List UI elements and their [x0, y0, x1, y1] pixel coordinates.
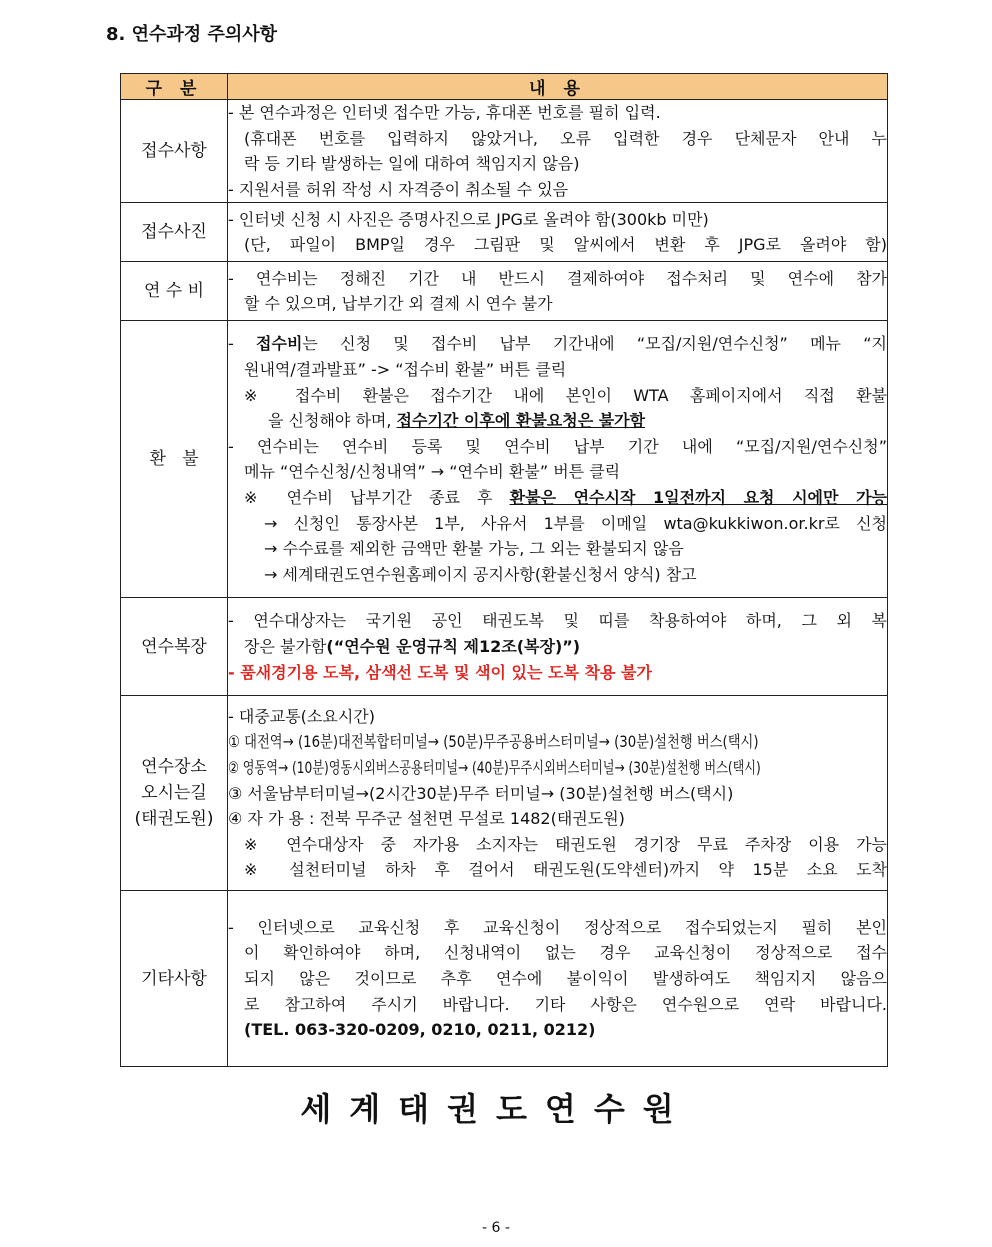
text-line: - 본 연수과정은 인터넷 접수만 가능, 휴대폰 번호를 필히 입력.	[228, 103, 661, 122]
category-line: (태권도원)	[134, 809, 214, 830]
category-directions	[121, 696, 228, 891]
text-line: → 신청인 통장사본 1부, 사유서 1부를 이메일 wta@kukkiwon.or.kr로 신청	[264, 513, 887, 533]
text-line: ③ 서울남부터미널→(2시간30분)무주 터미널→ (30분)설천행 버스(택시)	[228, 783, 734, 803]
content-other	[228, 891, 888, 1067]
category-reception: 접수사항	[121, 100, 228, 203]
text-line: ※ 연수비 납부기간 종료 후 환불은 연수시작 1일전까지 요청 시에만 가능	[244, 487, 887, 507]
text-line: 메뉴 “연수신청/신청내역” → “연수비 환불” 버튼 클릭	[244, 462, 621, 482]
row-uniform	[121, 598, 888, 696]
text-line: → 수수료를 제외한 금액만 환불 가능, 그 외는 환불되지 않음	[264, 539, 684, 559]
category-uniform: 연수복장	[121, 598, 228, 696]
text-line: 로 참고하여 주시기 바랍니다. 기타 사항은 연수원으로 연락 바랍니다.	[244, 994, 887, 1014]
text-line: - 연수비는 연수비 등록 및 연수비 납부 기간 내에 “모집/지원/연수신청”	[228, 436, 887, 456]
text-line: (단, 파일이 BMP일 경우 그림판 및 알씨에서 변환 후 JPG로 올려야 함)	[244, 235, 887, 255]
row-other	[121, 891, 888, 1067]
text-line: ④ 자 가 용 : 전북 무주군 설천면 무설로 1482(태권도원)	[228, 809, 625, 829]
content-refund	[228, 321, 888, 598]
category-line: 연수장소	[141, 757, 207, 778]
content-fee	[228, 262, 888, 321]
row-directions	[121, 696, 888, 891]
category-other: 기타사항	[121, 891, 228, 1067]
text-line: - 접수비는 신청 및 접수비 납부 기간내에 “모집/지원/연수신청” 메뉴 “지	[228, 334, 887, 354]
text-line: ※ 설천터미널 하차 후 걸어서 태권도원(도약센터)까지 약 15분 소요 도착	[244, 860, 887, 880]
text-line: - 연수비는 정해진 기간 내 반드시 결제하여야 접수처리 및 연수에 참가	[228, 268, 887, 288]
text-line: 이 확인하여야 하며, 신청내역이 없는 경우 교육신청이 정상적으로 접수	[244, 943, 887, 963]
notice-table	[120, 73, 888, 1067]
page-number: - 6 -	[482, 1220, 510, 1236]
text-line	[228, 729, 887, 755]
content-uniform	[228, 598, 888, 696]
text-line: - 인터넷 신청 시 사진은 증명사진으로 JPG로 올려야 함(300kb 미만)	[228, 209, 709, 229]
content-photo	[228, 203, 888, 262]
section-title: 8. 연수과정 주의사항	[106, 24, 277, 45]
category-fee: 연 수 비	[121, 262, 228, 321]
text-line: - 인터넷으로 교육신청 후 교육신청이 정상적으로 접수되었는지 필히 본인	[228, 917, 887, 937]
row-fee	[121, 262, 888, 321]
content-directions	[228, 696, 888, 891]
contact-line: (TEL. 063-320-0209, 0210, 0211, 0212)	[244, 1020, 596, 1040]
text-line: 되지 않은 것이므로 추후 연수에 불이익이 발생하여도 책임지지 않음으	[244, 969, 887, 989]
header-content: 내 용	[228, 74, 888, 100]
text-line: - 대중교통(소요시간)	[228, 706, 375, 726]
organization-title: 세계태권도연수원	[300, 1090, 692, 1128]
text-line: - 연수대상자는 국기원 공인 태권도복 및 띠를 착용하여야 하며, 그 외 복	[228, 611, 887, 631]
table-header-row	[121, 74, 888, 100]
category-refund: 환 불	[121, 321, 228, 598]
text-line	[228, 755, 887, 781]
text-line: ※ 연수대상자 중 자가용 소지자는 태권도원 경기장 무료 주차장 이용 가능	[244, 834, 887, 854]
text-line: 원내역/결과발표” -> “접수비 환불” 버튼 클릭	[244, 360, 567, 379]
header-category: 구 분	[121, 74, 228, 100]
category-line: 오시는길	[141, 783, 207, 804]
category-photo: 접수사진	[121, 203, 228, 262]
route-line: ① 대전역→ (16분)대전복합터미널→ (50분)무주공용버스터미널→ (30분)설천행 버스(택시)	[228, 732, 759, 752]
text-line: 장은 불가함(“연수원 운영규칙 제12조(복장)”)	[244, 637, 581, 657]
content-reception	[228, 100, 888, 203]
text-line: 락 등 기타 발생하는 일에 대하여 책임지지 않음)	[244, 154, 580, 174]
text-line: → 세계태권도연수원홈페이지 공지사항(환불신청서 양식) 참고	[264, 564, 697, 584]
text-line: - 지원서를 허위 작성 시 자격증이 취소될 수 있음	[228, 179, 569, 199]
row-photo	[121, 203, 888, 262]
text-line: ※ 접수비 환불은 접수기간 내에 본인이 WTA 홈페이지에서 직접 환불	[244, 385, 887, 405]
row-refund	[121, 321, 888, 598]
warning-line: - 품새경기용 도복, 삼색선 도복 및 색이 있는 도복 착용 불가	[228, 662, 652, 682]
text-line: 을 신청해야 하며, 접수기간 이후에 환불요청은 불가함	[268, 411, 646, 431]
row-reception	[121, 100, 888, 203]
text-line: 할 수 있으며, 납부기간 외 결제 시 연수 불가	[244, 294, 553, 314]
text-line: (휴대폰 번호를 입력하지 않았거나, 오류 입력한 경우 단체문자 안내 누	[244, 128, 887, 148]
route-line: ② 영동역→ (10분)영동시외버스공용터미널→ (40분)무주시외버스터미널→ (30분)설천행 버스(택시)	[228, 757, 761, 777]
